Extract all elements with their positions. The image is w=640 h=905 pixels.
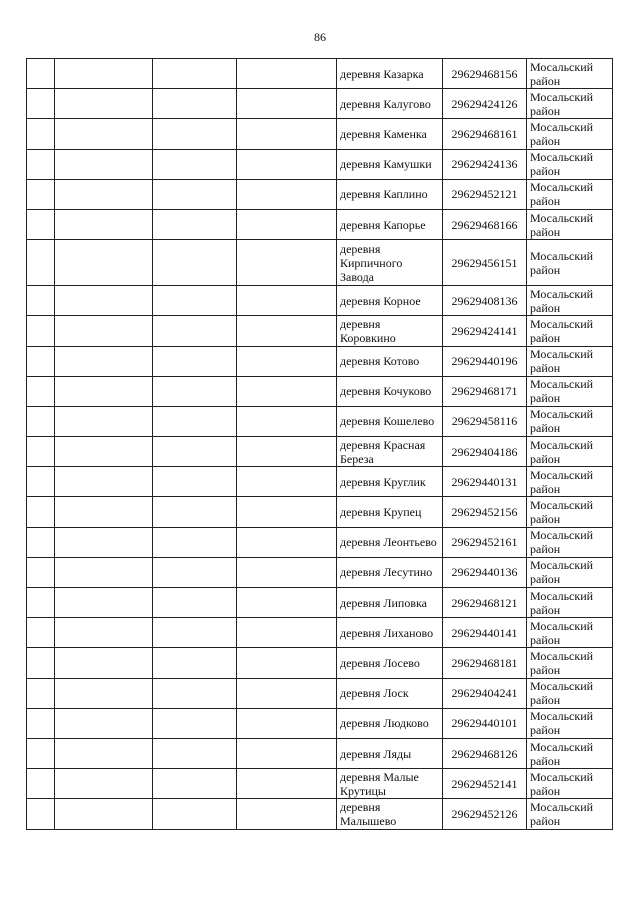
empty-cell: [27, 346, 55, 376]
empty-cell: [153, 738, 237, 768]
oktmo-code-cell: 29629424141: [443, 316, 527, 346]
oktmo-code-cell: 29629404186: [443, 437, 527, 467]
oktmo-code-cell: 29629424126: [443, 89, 527, 119]
settlement-name-cell: деревня Кочуково: [337, 376, 443, 406]
empty-cell: [153, 799, 237, 829]
oktmo-code-cell: 29629424136: [443, 149, 527, 179]
empty-cell: [237, 738, 337, 768]
table-row: [27, 316, 613, 346]
empty-cell: [55, 437, 153, 467]
district-cell: Мосальский район: [527, 406, 613, 436]
district-cell: Мосальский район: [527, 89, 613, 119]
empty-cell: [55, 708, 153, 738]
oktmo-code-cell: 29629452126: [443, 799, 527, 829]
settlement-name-cell: деревня Калугово: [337, 89, 443, 119]
empty-cell: [153, 769, 237, 799]
empty-cell: [55, 769, 153, 799]
oktmo-code-cell: 29629458116: [443, 406, 527, 436]
empty-cell: [27, 588, 55, 618]
empty-cell: [153, 618, 237, 648]
empty-cell: [55, 557, 153, 587]
empty-cell: [237, 89, 337, 119]
empty-cell: [55, 618, 153, 648]
empty-cell: [55, 467, 153, 497]
table-row: [27, 119, 613, 149]
empty-cell: [27, 678, 55, 708]
settlement-name-cell: деревня Круглик: [337, 467, 443, 497]
district-cell: Мосальский район: [527, 769, 613, 799]
empty-cell: [153, 149, 237, 179]
empty-cell: [153, 708, 237, 738]
table-body: [27, 59, 613, 830]
oktmo-code-cell: 29629440141: [443, 618, 527, 648]
empty-cell: [55, 376, 153, 406]
oktmo-code-cell: 29629440196: [443, 346, 527, 376]
empty-cell: [27, 708, 55, 738]
table-row: [27, 209, 613, 239]
empty-cell: [27, 738, 55, 768]
empty-cell: [27, 769, 55, 799]
empty-cell: [153, 316, 237, 346]
table-row: [27, 588, 613, 618]
empty-cell: [55, 588, 153, 618]
district-cell: Мосальский район: [527, 648, 613, 678]
empty-cell: [153, 437, 237, 467]
table-row: [27, 708, 613, 738]
table-row: [27, 738, 613, 768]
oktmo-code-cell: 29629456151: [443, 240, 527, 286]
empty-cell: [55, 678, 153, 708]
empty-cell: [153, 467, 237, 497]
empty-cell: [55, 59, 153, 89]
empty-cell: [27, 799, 55, 829]
empty-cell: [237, 240, 337, 286]
district-cell: Мосальский район: [527, 618, 613, 648]
oktmo-code-cell: 29629452156: [443, 497, 527, 527]
empty-cell: [55, 209, 153, 239]
settlement-name-cell: деревня Корное: [337, 286, 443, 316]
settlement-name-cell: деревня Кирпичного Завода: [337, 240, 443, 286]
settlement-name-cell: деревня Камушки: [337, 149, 443, 179]
empty-cell: [237, 209, 337, 239]
empty-cell: [237, 376, 337, 406]
settlement-name-cell: деревня Лоск: [337, 678, 443, 708]
empty-cell: [55, 119, 153, 149]
settlement-name-cell: деревня Каплино: [337, 179, 443, 209]
empty-cell: [27, 149, 55, 179]
table-row: [27, 149, 613, 179]
district-cell: Мосальский район: [527, 149, 613, 179]
settlement-name-cell: деревня Лиханово: [337, 618, 443, 648]
empty-cell: [55, 346, 153, 376]
empty-cell: [153, 557, 237, 587]
empty-cell: [27, 209, 55, 239]
oktmo-code-cell: 29629468181: [443, 648, 527, 678]
oktmo-code-cell: 29629468126: [443, 738, 527, 768]
empty-cell: [27, 527, 55, 557]
empty-cell: [55, 286, 153, 316]
district-cell: Мосальский район: [527, 437, 613, 467]
district-cell: Мосальский район: [527, 497, 613, 527]
empty-cell: [153, 119, 237, 149]
settlement-name-cell: деревня Каменка: [337, 119, 443, 149]
table-row: [27, 346, 613, 376]
district-cell: Мосальский район: [527, 799, 613, 829]
table-row: [27, 527, 613, 557]
empty-cell: [153, 240, 237, 286]
table-row: [27, 648, 613, 678]
table-row: [27, 59, 613, 89]
empty-cell: [237, 708, 337, 738]
oktmo-code-cell: 29629440136: [443, 557, 527, 587]
empty-cell: [55, 179, 153, 209]
table-row: [27, 618, 613, 648]
empty-cell: [27, 316, 55, 346]
table-row: [27, 437, 613, 467]
empty-cell: [237, 119, 337, 149]
empty-cell: [237, 406, 337, 436]
settlement-name-cell: деревня Коровкино: [337, 316, 443, 346]
empty-cell: [153, 406, 237, 436]
district-cell: Мосальский район: [527, 286, 613, 316]
table-row: [27, 179, 613, 209]
oktmo-code-cell: 29629408136: [443, 286, 527, 316]
empty-cell: [153, 588, 237, 618]
empty-cell: [237, 59, 337, 89]
table-row: [27, 240, 613, 286]
empty-cell: [237, 179, 337, 209]
empty-cell: [237, 316, 337, 346]
empty-cell: [27, 179, 55, 209]
table-row: [27, 286, 613, 316]
oktmo-code-cell: 29629404241: [443, 678, 527, 708]
table-row: [27, 769, 613, 799]
settlement-name-cell: деревня Лесутино: [337, 557, 443, 587]
oktmo-code-cell: 29629468156: [443, 59, 527, 89]
settlement-name-cell: деревня Лосево: [337, 648, 443, 678]
empty-cell: [55, 738, 153, 768]
empty-cell: [237, 346, 337, 376]
empty-cell: [55, 527, 153, 557]
table-row: [27, 799, 613, 829]
settlements-table: [26, 58, 613, 830]
district-cell: Мосальский район: [527, 209, 613, 239]
table-row: [27, 89, 613, 119]
table-row: [27, 557, 613, 587]
empty-cell: [237, 769, 337, 799]
empty-cell: [153, 179, 237, 209]
oktmo-code-cell: 29629452161: [443, 527, 527, 557]
empty-cell: [237, 286, 337, 316]
empty-cell: [237, 618, 337, 648]
oktmo-code-cell: 29629468161: [443, 119, 527, 149]
district-cell: Мосальский район: [527, 738, 613, 768]
empty-cell: [55, 149, 153, 179]
district-cell: Мосальский район: [527, 588, 613, 618]
settlement-name-cell: деревня Леонтьево: [337, 527, 443, 557]
empty-cell: [153, 89, 237, 119]
empty-cell: [27, 286, 55, 316]
district-cell: Мосальский район: [527, 557, 613, 587]
empty-cell: [27, 376, 55, 406]
oktmo-code-cell: 29629452141: [443, 769, 527, 799]
table-row: [27, 376, 613, 406]
settlement-name-cell: деревня Липовка: [337, 588, 443, 618]
empty-cell: [237, 467, 337, 497]
oktmo-code-cell: 29629452121: [443, 179, 527, 209]
table-row: [27, 406, 613, 436]
empty-cell: [27, 59, 55, 89]
settlement-name-cell: деревня Малышево: [337, 799, 443, 829]
empty-cell: [153, 376, 237, 406]
district-cell: Мосальский район: [527, 119, 613, 149]
empty-cell: [237, 557, 337, 587]
empty-cell: [237, 799, 337, 829]
oktmo-code-cell: 29629468171: [443, 376, 527, 406]
district-cell: Мосальский район: [527, 316, 613, 346]
empty-cell: [55, 89, 153, 119]
table-row: [27, 497, 613, 527]
district-cell: Мосальский район: [527, 678, 613, 708]
table-row: [27, 467, 613, 497]
table-row: [27, 678, 613, 708]
district-cell: Мосальский район: [527, 346, 613, 376]
settlement-name-cell: деревня Красная Береза: [337, 437, 443, 467]
oktmo-code-cell: 29629440131: [443, 467, 527, 497]
empty-cell: [55, 406, 153, 436]
empty-cell: [153, 497, 237, 527]
empty-cell: [237, 497, 337, 527]
settlement-name-cell: деревня Ляды: [337, 738, 443, 768]
empty-cell: [55, 497, 153, 527]
empty-cell: [153, 346, 237, 376]
district-cell: Мосальский район: [527, 708, 613, 738]
empty-cell: [27, 618, 55, 648]
district-cell: Мосальский район: [527, 59, 613, 89]
page-number: 86: [314, 30, 326, 44]
settlement-name-cell: деревня Казарка: [337, 59, 443, 89]
district-cell: Мосальский район: [527, 467, 613, 497]
empty-cell: [27, 119, 55, 149]
district-cell: Мосальский район: [527, 240, 613, 286]
empty-cell: [55, 648, 153, 678]
settlement-name-cell: деревня Малые Крутицы: [337, 769, 443, 799]
empty-cell: [237, 437, 337, 467]
empty-cell: [55, 799, 153, 829]
empty-cell: [153, 678, 237, 708]
empty-cell: [27, 406, 55, 436]
empty-cell: [55, 240, 153, 286]
empty-cell: [27, 437, 55, 467]
oktmo-code-cell: 29629468121: [443, 588, 527, 618]
empty-cell: [237, 588, 337, 618]
empty-cell: [153, 286, 237, 316]
empty-cell: [27, 497, 55, 527]
empty-cell: [153, 648, 237, 678]
empty-cell: [55, 316, 153, 346]
settlement-name-cell: деревня Котово: [337, 346, 443, 376]
empty-cell: [237, 149, 337, 179]
oktmo-code-cell: 29629468166: [443, 209, 527, 239]
empty-cell: [153, 527, 237, 557]
district-cell: Мосальский район: [527, 527, 613, 557]
district-cell: Мосальский район: [527, 376, 613, 406]
empty-cell: [27, 467, 55, 497]
empty-cell: [153, 59, 237, 89]
empty-cell: [27, 557, 55, 587]
empty-cell: [237, 678, 337, 708]
empty-cell: [27, 240, 55, 286]
empty-cell: [237, 527, 337, 557]
settlement-name-cell: деревня Людково: [337, 708, 443, 738]
district-cell: Мосальский район: [527, 179, 613, 209]
oktmo-code-cell: 29629440101: [443, 708, 527, 738]
empty-cell: [27, 89, 55, 119]
empty-cell: [27, 648, 55, 678]
empty-cell: [153, 209, 237, 239]
settlement-name-cell: деревня Капорье: [337, 209, 443, 239]
settlement-name-cell: деревня Кошелево: [337, 406, 443, 436]
empty-cell: [237, 648, 337, 678]
settlement-name-cell: деревня Крупец: [337, 497, 443, 527]
